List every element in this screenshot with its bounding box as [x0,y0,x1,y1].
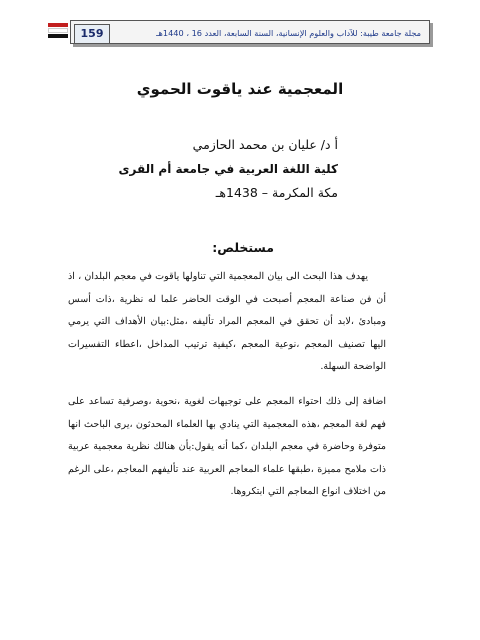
author-college: كلية اللغة العربية في جامعة أم القرى [118,162,338,176]
flag-stripes-icon [48,23,68,43]
journal-citation: مجلة جامعة طيبة: للآداب والعلوم الإنسانية، السنة السابعة، العدد 16 ، 1440هـ [156,28,421,38]
flag-stripe-white [48,28,68,33]
abstract-body [68,266,386,516]
abstract-paragraph-1: يهدف هذا البحث الى بيان المعجمية التي تناولها ياقوت في معجم البلدان ، اذ أن فن صناعة المعجم أصبحت في الوقت الحاضر علما له نظرية ،ذات أسس ومبادئ ،لابد أن تحقق في المعجم المراد تأليفه ،مثل:بيان الأهداف التي يرمي اليها تصنيف المعجم ،نوعية المعجم ،كيفية ترتيب المداخل ،اعطاء التفسيرات الواضحة السهلة. [68,271,386,373]
page-number: 159 [74,24,110,44]
abstract-paragraph-2: اضافة إلى ذلك احتواء المعجم على توجيهات لغوية ،نحوية ،وصرفية تساعد على فهم لغة المعجم ،هذه المعجمية التي ينادي بها العلماء المحدثون ،يرى الباحث انها متوفرة وحاضرة في معجم البلدان ،كما أنه يقول:بأن هنالك نظرية معجمية عربية ذات ملامح مميزة ،طبقها علماء المعاجم العربية عند تأليفهم المعاجم ،على الرغم من اختلاف انواع المعاجم التي ابتكروها. [68,395,386,498]
author-name: أ د/ عليان بن محمد الحازمي [192,137,338,152]
paper-title: المعجمية عند ياقوت الحموي [136,80,344,98]
abstract-heading: مستخلص: [212,240,274,255]
author-block [108,133,338,205]
flag-stripe-red [48,23,68,27]
author-location: مكة المكرمة – 1438هـ [215,185,338,200]
flag-stripe-black [48,34,68,38]
header-box [70,20,430,44]
journal-header [70,20,430,50]
